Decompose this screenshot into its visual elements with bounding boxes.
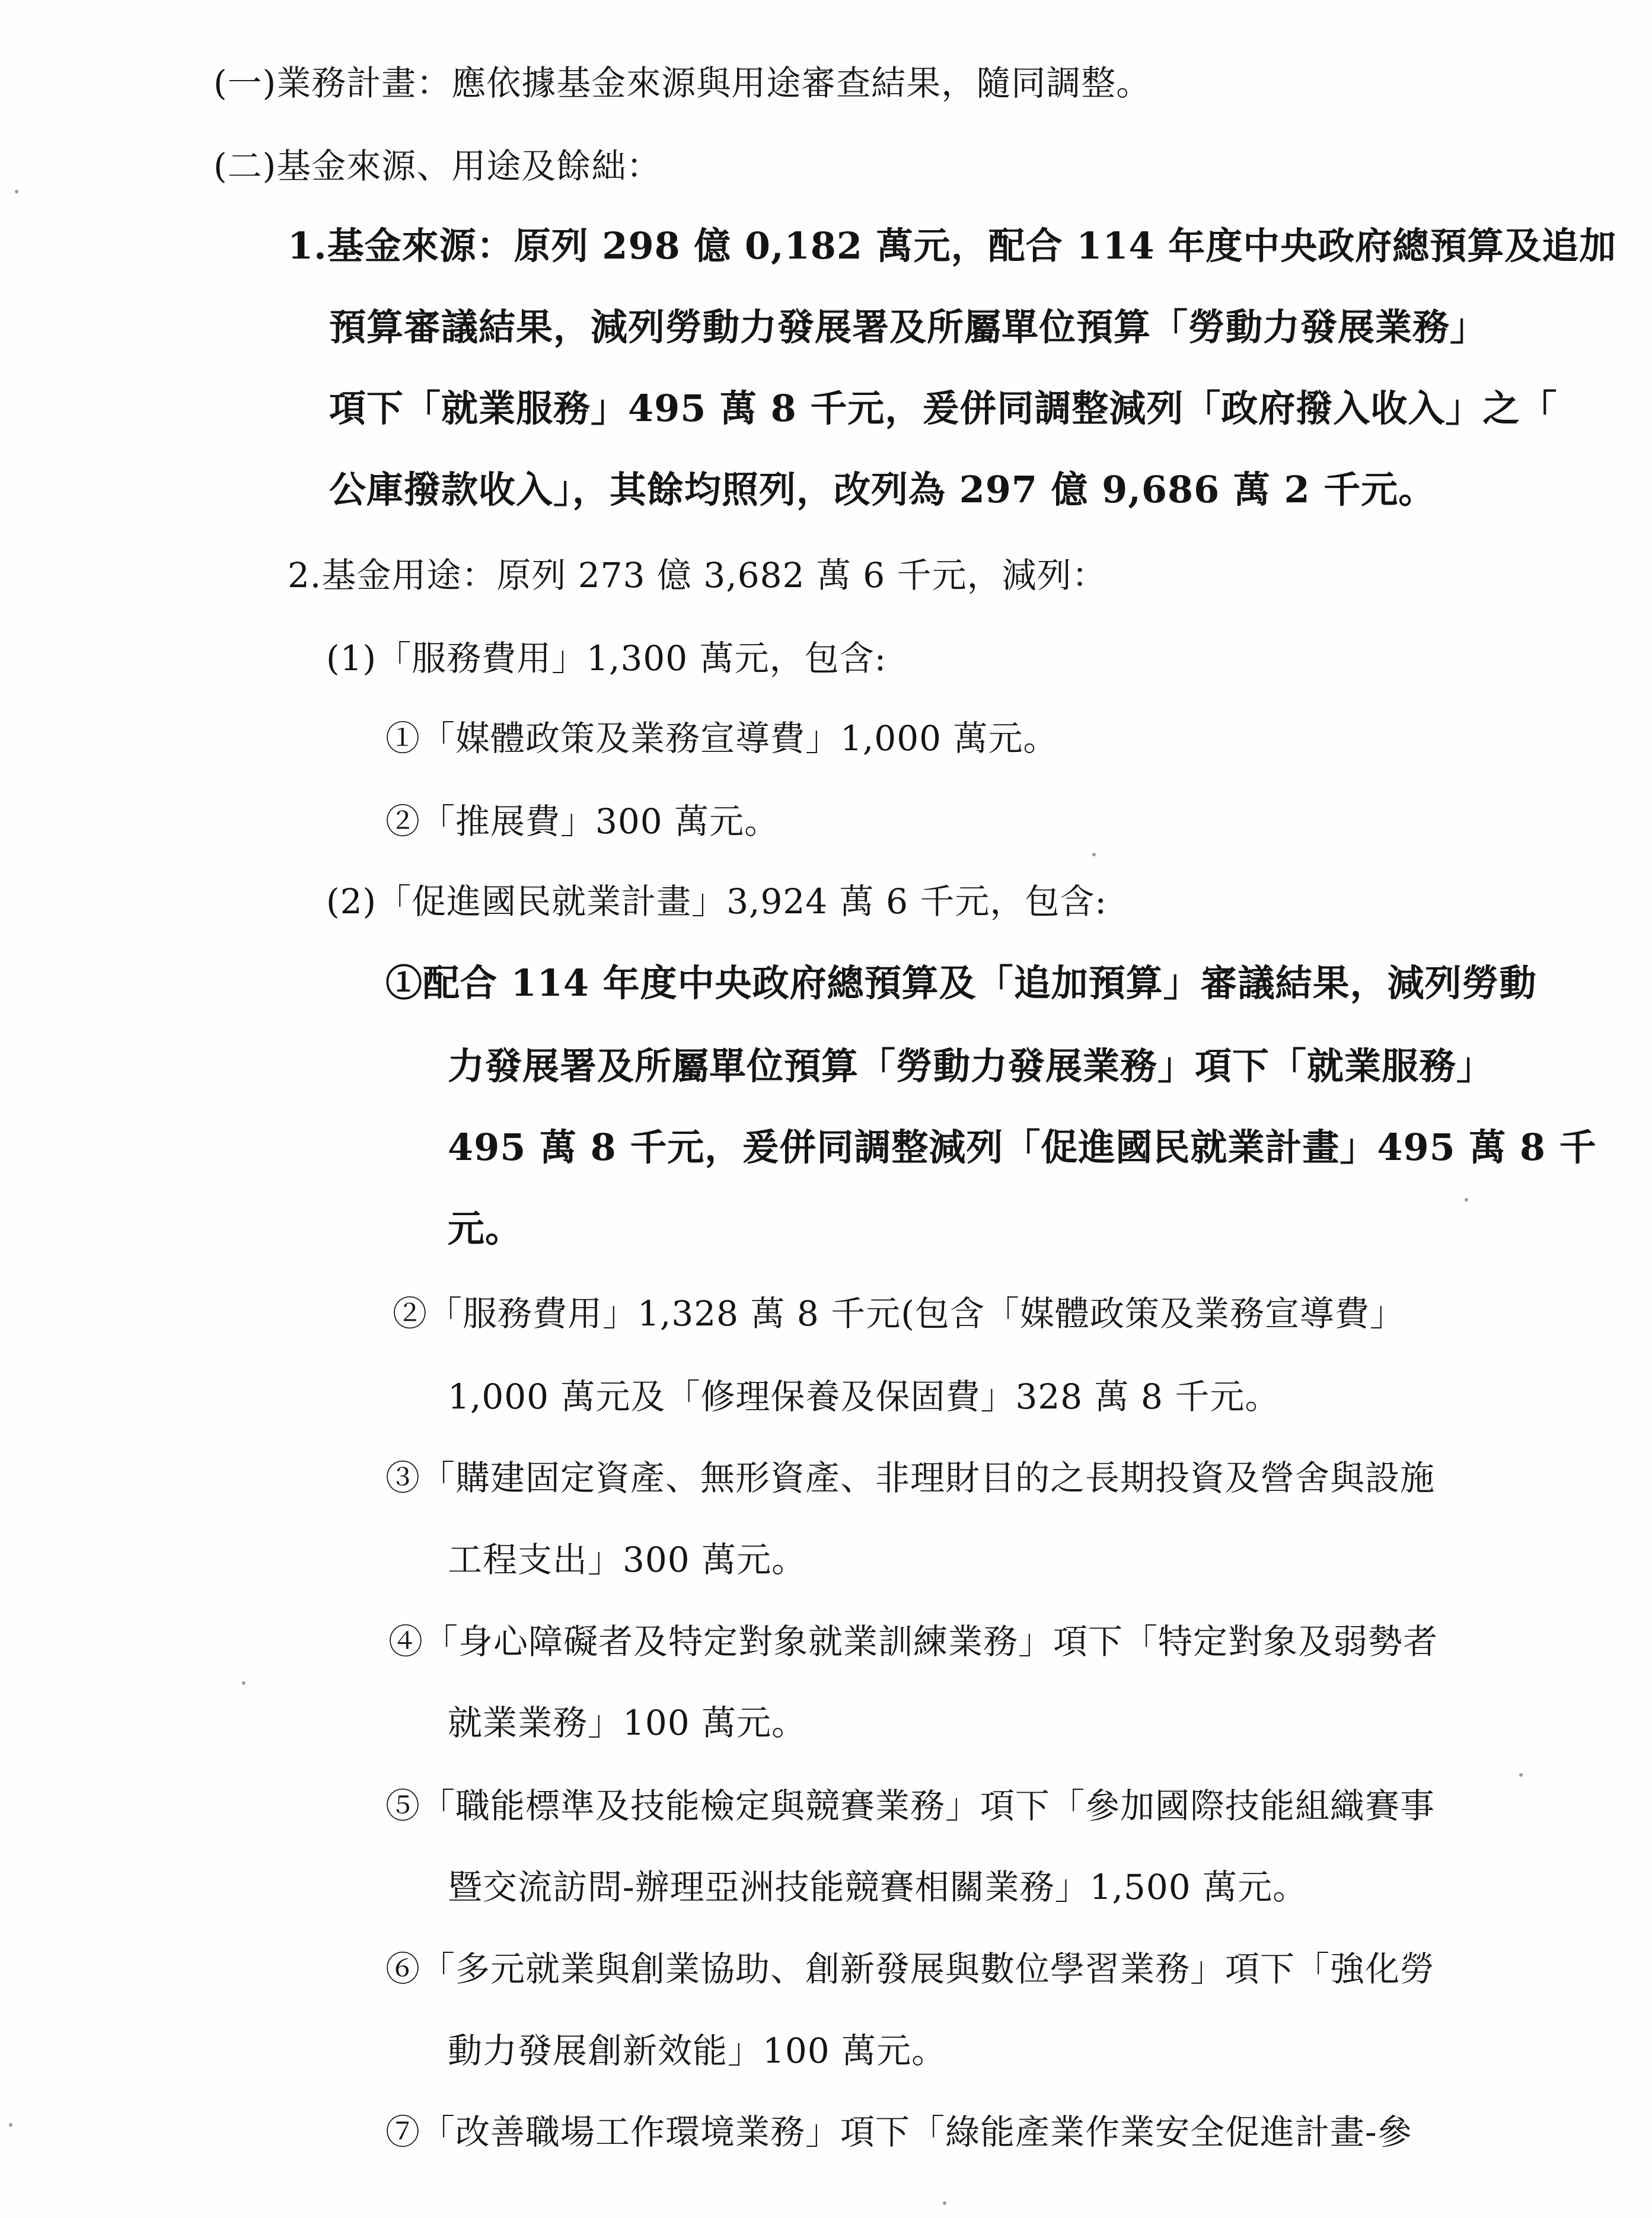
employment-item-5-line-1: ⑤「職能標準及技能檢定與競賽業務」項下「參加國際技能組織賽事 bbox=[385, 1786, 1436, 1826]
fund-source-line-4: 公庫撥款收入」，其餘均照列，改列為 297 億 9,686 萬 2 千元。 bbox=[329, 468, 1436, 511]
employment-item-1-line-1: ①配合 114 年度中央政府總預算及「追加預算」審議結果，減列勞動 bbox=[385, 961, 1537, 1005]
employment-item-5-line-2: 暨交流訪問-辦理亞洲技能競賽相關業務」1,500 萬元。 bbox=[448, 1867, 1308, 1907]
scan-speck bbox=[943, 2201, 946, 2205]
employment-item-7-line-1: ⑦「改善職場工作環境業務」項下「綠能產業作業安全促進計畫-參 bbox=[385, 2112, 1412, 2152]
employment-item-4-line-2: 就業業務」100 萬元。 bbox=[448, 1703, 807, 1743]
fund-source-line-1: 1.基金來源：原列 298 億 0,182 萬元，配合 114 年度中央政府總預算及追加 bbox=[288, 224, 1617, 267]
fund-source-line-3: 項下「就業服務」495 萬 8 千元，爰併同調整減列「政府撥入收入」之「 bbox=[329, 387, 1558, 430]
service-fee-heading: (1)「服務費用」1,300 萬元，包含: bbox=[326, 638, 887, 678]
employment-item-1-line-3: 495 萬 8 千元，爰併同調整減列「促進國民就業計畫」495 萬 8 千 bbox=[448, 1126, 1597, 1169]
scan-speck bbox=[1465, 1198, 1468, 1202]
employment-item-2-line-2: 1,000 萬元及「修理保養及保固費」328 萬 8 千元。 bbox=[448, 1376, 1280, 1417]
employment-item-6-line-1: ⑥「多元就業與創業協助、創新發展與數位學習業務」項下「強化勞 bbox=[385, 1949, 1436, 1989]
scan-speck bbox=[1092, 853, 1096, 856]
scan-speck bbox=[9, 2123, 12, 2127]
employment-item-3-line-1: ③「購建固定資產、無形資產、非理財目的之長期投資及營舍與設施 bbox=[385, 1458, 1436, 1498]
employment-item-1-line-4: 元。 bbox=[448, 1207, 523, 1250]
scan-speck bbox=[242, 1681, 245, 1685]
fund-use-line-1: 2.基金用途：原列 273 億 3,682 萬 6 千元，減列： bbox=[288, 555, 1107, 595]
scan-speck bbox=[15, 190, 18, 193]
service-fee-item-1: ①「媒體政策及業務宣導費」1,000 萬元。 bbox=[385, 718, 1058, 759]
fund-source-line-2: 預算審議結果，減列勞動力發展署及所屬單位預算「勞動力發展業務」 bbox=[329, 305, 1488, 349]
service-fee-item-2: ②「推展費」300 萬元。 bbox=[385, 801, 780, 842]
employment-item-3-line-2: 工程支出」300 萬元。 bbox=[448, 1540, 807, 1580]
section-fund-source-use: (二)基金來源、用途及餘絀： bbox=[213, 146, 662, 186]
employment-item-1-line-2: 力發展署及所屬單位預算「勞動力發展業務」項下「就業服務」 bbox=[448, 1044, 1494, 1088]
section-business-plan: (一)業務計畫：應依據基金來源與用途審查結果，隨同調整。 bbox=[213, 63, 1152, 103]
employment-item-2-line-1: ②「服務費用」1,328 萬 8 千元(包含「媒體政策及業務宣導費」 bbox=[393, 1293, 1405, 1334]
employment-item-6-line-2: 動力發展創新效能」100 萬元。 bbox=[448, 2031, 947, 2071]
scan-speck bbox=[1519, 1773, 1523, 1777]
employment-plan-heading: (2)「促進國民就業計畫」3,924 萬 6 千元，包含: bbox=[326, 881, 1107, 922]
employment-item-4-line-1: ④「身心障礙者及特定對象就業訓練業務」項下「特定對象及弱勢者 bbox=[388, 1621, 1439, 1662]
